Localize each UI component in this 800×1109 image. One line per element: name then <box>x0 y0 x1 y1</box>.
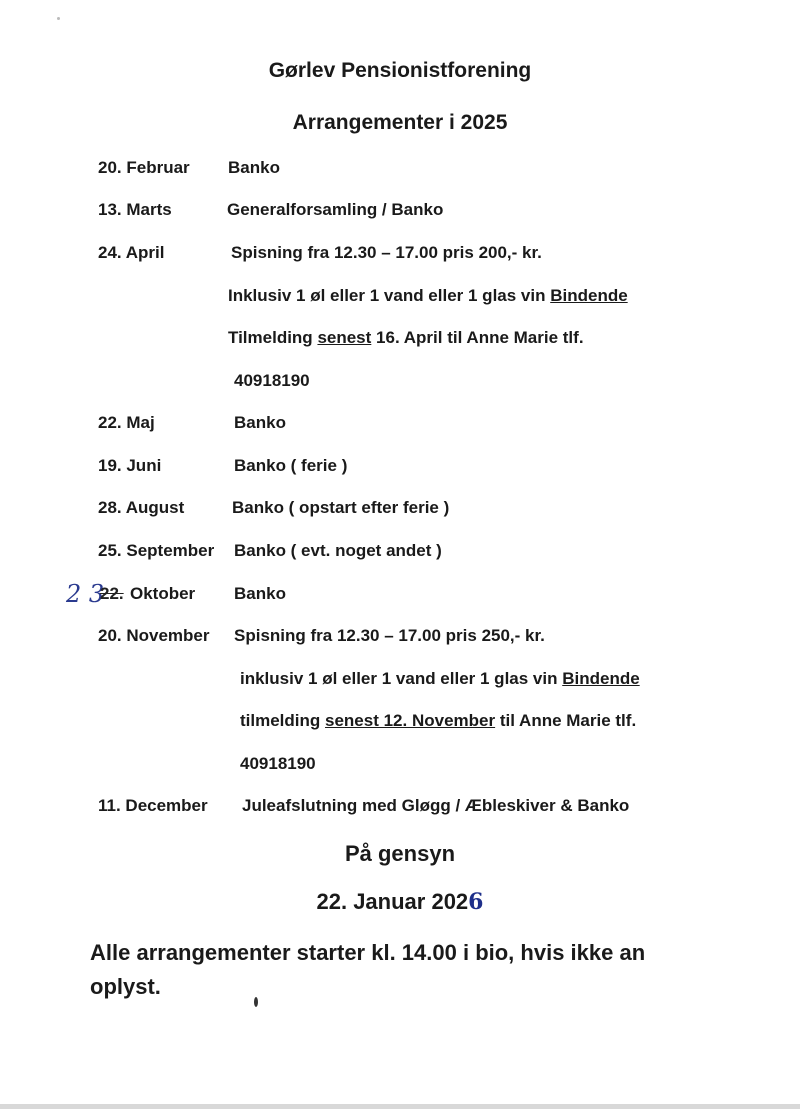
event-text: Banko ( ferie ) <box>234 456 348 475</box>
event-date: 24. April <box>98 243 165 262</box>
ink-speck <box>254 997 258 1007</box>
phone-number: 40918190 <box>234 371 310 390</box>
event-text: Generalforsamling / Banko <box>227 200 444 219</box>
event-date: 19. Juni <box>98 456 162 475</box>
event-text: Banko <box>234 413 286 432</box>
event-text: Spisning fra 12.30 – 17.00 pris 200,- kr. <box>231 243 542 262</box>
event-date: 20. Februar <box>98 158 190 177</box>
event-text: tilmelding senest 12. November til Anne Marie tlf. <box>240 711 637 730</box>
event-text: Spisning fra 12.30 – 17.00 pris 250,- kr. <box>234 626 545 645</box>
next-date: 22. Januar 2026 <box>316 889 484 915</box>
page-title: Gørlev Pensionistforening <box>268 59 532 82</box>
event-date: Oktober <box>130 584 196 603</box>
event-text: Inklusiv 1 øl eller 1 vand eller 1 glas vin Bindende <box>228 286 628 305</box>
event-text: Banko <box>234 584 286 603</box>
event-text: Tilmelding senest 16. April til Anne Marie tlf. <box>228 328 584 347</box>
event-date: 20. November <box>98 626 210 645</box>
event-text: Banko ( evt. noget andet ) <box>234 541 442 560</box>
closing-greeting: På gensyn <box>344 841 456 866</box>
ink-speck <box>57 17 60 20</box>
phone-number: 40918190 <box>240 754 316 773</box>
event-date: 11. December <box>98 796 208 815</box>
event-text: Banko ( opstart efter ferie ) <box>232 498 450 517</box>
event-text: Juleafslutning med Gløgg / Æbleskiver & Banko <box>242 796 630 815</box>
footer-note: Alle arrangementer starter kl. 14.00 i bio, hvis ikke an oplyst. <box>90 940 646 999</box>
event-date: 13. Marts <box>98 200 172 219</box>
struck-date: 22. <box>100 584 124 603</box>
event-date: 28. August <box>98 498 185 517</box>
event-text: Banko <box>228 158 280 177</box>
scan-edge <box>0 1104 800 1109</box>
handwritten-digit: 6 <box>468 889 484 915</box>
handwritten-correction: 2 3 <box>66 580 105 608</box>
event-date: 22. Maj <box>98 413 155 432</box>
event-text: inklusiv 1 øl eller 1 vand eller 1 glas vin Bindende <box>240 669 640 688</box>
event-date: 25. September <box>98 541 215 560</box>
page-subtitle: Arrangementer i 2025 <box>292 111 508 134</box>
